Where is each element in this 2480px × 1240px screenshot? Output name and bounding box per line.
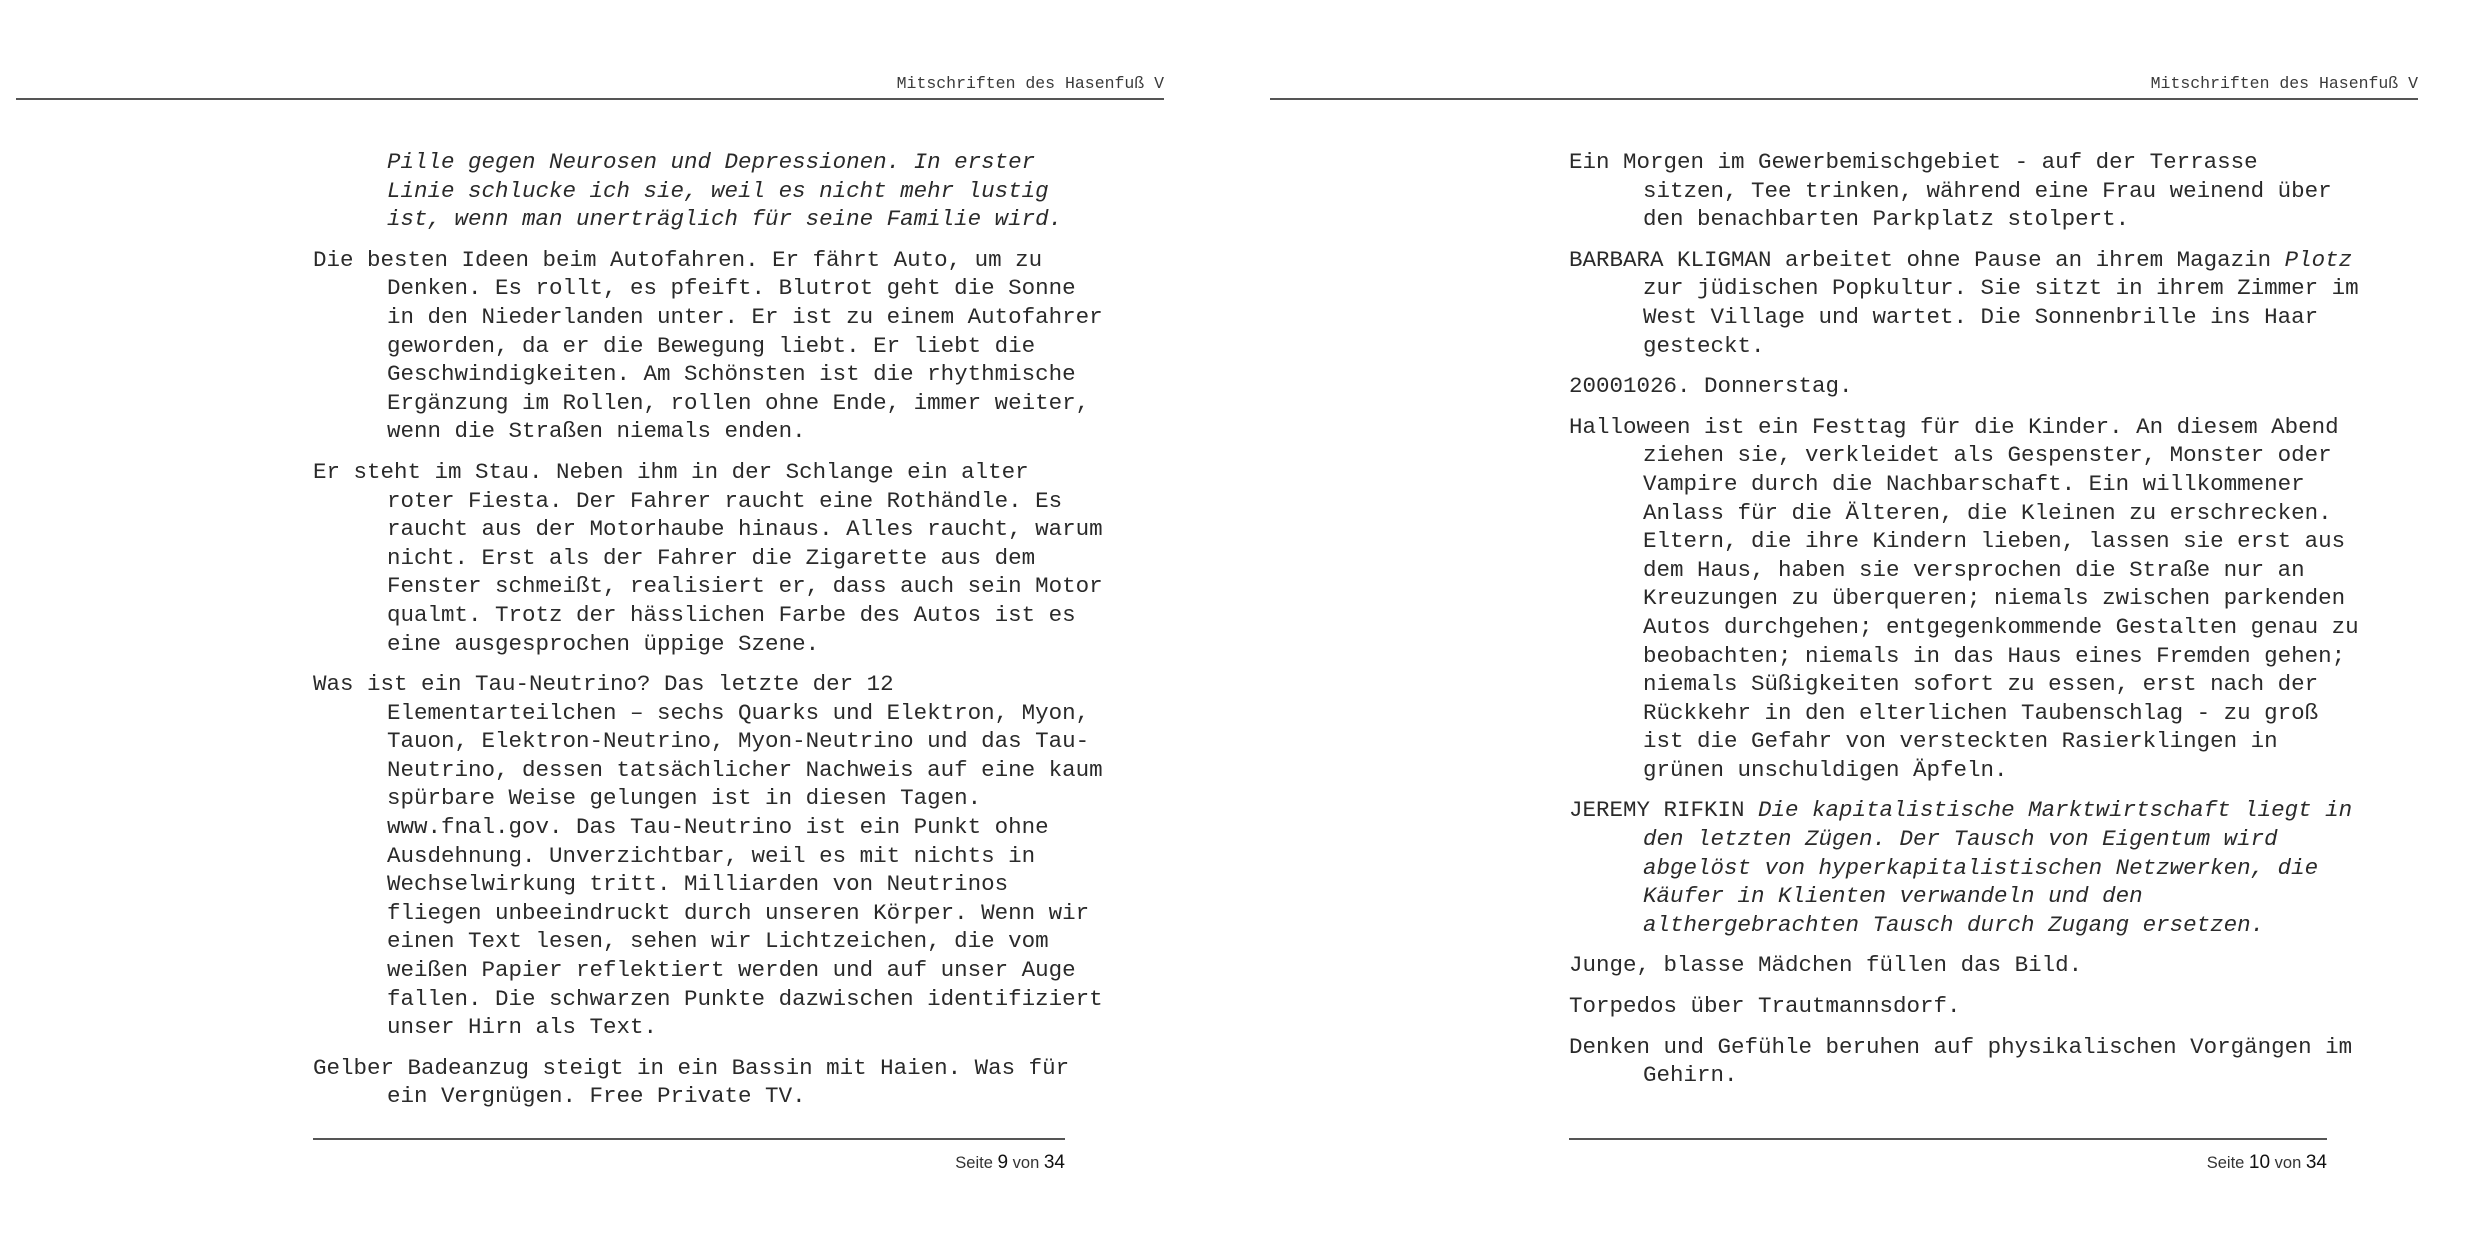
paragraph: Torpedos über Trautmannsdorf.	[1569, 993, 1961, 1020]
paragraph: 20001026. Donnerstag.	[1569, 373, 1853, 400]
text-run: JEREMY RIFKIN	[1569, 797, 1759, 824]
page-number: 10	[2248, 1152, 2271, 1173]
footer-prefix: Seite	[955, 1154, 993, 1172]
footer-of: von	[1012, 1154, 1040, 1172]
footer-rule	[1569, 1138, 2327, 1140]
running-header: Mitschriften des Hasenfuß V	[16, 74, 1164, 100]
footer-of: von	[2274, 1154, 2302, 1172]
paragraph: Er steht im Stau. Neben ihm in der Schlange ein alter roter Fiesta. Der Fahrer raucht eine Rothändle. Es raucht aus der Motorhaube hinaus. Alles raucht, warum nicht. Erst als der Fahrer die Zigarette aus dem Fenster schmeißt, realisiert er, dass auch sein Motor qualmt. Trotz der hässlichen Farbe des Autos ist es eine ausgesprochen üppige Szene.	[313, 458, 1103, 657]
page-total: 34	[2305, 1152, 2327, 1173]
paragraph: Die besten Ideen beim Autofahren. Er fährt Auto, um zu Denken. Es rollt, es pfeift. Blutrot geht die Sonne in den Niederlanden unter. Er ist zu einem Autofahrer geworden, da er die Bewegung liebt. Er liebt die Geschwindigkeiten. Am Schönsten ist die rhythmische Ergänzung im Rollen, rollen ohne Ende, immer weiter, wenn die Straßen niemals enden.	[313, 246, 1103, 445]
paragraph: Junge, blasse Mädchen füllen das Bild.	[1569, 952, 2083, 979]
page-total: 34	[1043, 1152, 1065, 1173]
italic-text: Plotz	[2284, 246, 2353, 273]
paragraph	[1569, 796, 2359, 939]
footer-rule	[313, 1138, 1065, 1140]
paragraph: Halloween ist ein Festtag für die Kinder. An diesem Abend ziehen sie, verkleidet als Gespenster, Monster oder Vampire durch die Nachbarschaft. Ein willkommener Anlass für die Älteren, die Kleinen zu erschrecken. Eltern, die ihre Kindern lieben, lassen sie erst aus dem Haus, haben sie versprochen die Straße nur an Kreuzungen zu überqueren; niemals zwischen parkenden Autos durchgehen; entgegenkommende Gestalten genau zu beobachten; niemals in das Haus eines Fremden gehen; niemals Süßigkeiten sofort zu essen, erst nach der Rückkehr in den elterlichen Taubenschlag - zu groß ist die Gefahr von versteckten Rasierklingen in grünen unschuldigen Äpfeln.	[1569, 413, 2359, 783]
page-footer	[1569, 1152, 2327, 1174]
paragraph: Ein Morgen im Gewerbemischgebiet - auf der Terrasse sitzen, Tee trinken, während eine Frau weinend über den benachbarten Parkplatz stolpert.	[1569, 149, 2332, 233]
page-body	[1569, 148, 2359, 1102]
italic-text: Pille gegen Neurosen und Depressionen. In erster Linie schlucke ich sie, weil es nicht mehr lustig ist, wenn man unerträglich für seine Familie wird.	[387, 149, 1063, 233]
paragraph: Was ist ein Tau-Neutrino? Das letzte der 12 Elementarteilchen – sechs Quarks und Elektron, Myon, Tauon, Elektron-Neutrino, Myon-Neutrino und das Tau-Neutrino, dessen tatsächlicher Nachweis auf eine kaum spürbare Weise gelungen ist in diesen Tagen. www.fnal.gov. Das Tau-Neutrino ist ein Punkt ohne Ausdehnung. Unverzichtbar, weil es mit nichts in Wechselwirkung tritt. Milliarden von Neutrinos fliegen unbeeindruckt durch unseren Körper. Wenn wir einen Text lesen, sehen wir Lichtzeichen, die vom weißen Papier reflektiert werden und auf unser Auge fallen. Die schwarzen Punkte dazwischen identifiziert unser Hirn als Text.	[313, 671, 1103, 1041]
paragraph	[313, 148, 1108, 234]
text-run: zur jüdischen Popkultur. Sie sitzt in ihrem Zimmer im West Village und wartet. Die Sonnenbrille ins Haar gesteckt.	[1643, 275, 2359, 359]
text-run: BARBARA KLIGMAN arbeitet ohne Pause an ihrem Magazin	[1569, 246, 2285, 273]
footer-prefix: Seite	[2206, 1154, 2245, 1172]
italic-text: Die kapitalistische Marktwirtschaft liegt in den letzten Zügen. Der Tausch von Eigentum wird abgelöst von hyperkapitalistischen Netzwerken, die Käufer in Klienten verwandeln und den althergebrachten Tausch durch Zugang ersetzen.	[1643, 797, 2353, 938]
paragraph: Denken und Gefühle beruhen auf physikalischen Vorgängen im Gehirn.	[1569, 1033, 2353, 1089]
right-page	[1256, 0, 2480, 1240]
paragraph: Gelber Badeanzug steigt in ein Bassin mit Haien. Was für ein Vergnügen. Free Private TV.	[313, 1054, 1070, 1110]
page-footer	[313, 1152, 1065, 1174]
running-header: Mitschriften des Hasenfuß V	[1270, 74, 2418, 100]
page-body	[313, 148, 1108, 1123]
page-number: 9	[997, 1152, 1009, 1173]
paragraph	[1569, 246, 2359, 360]
